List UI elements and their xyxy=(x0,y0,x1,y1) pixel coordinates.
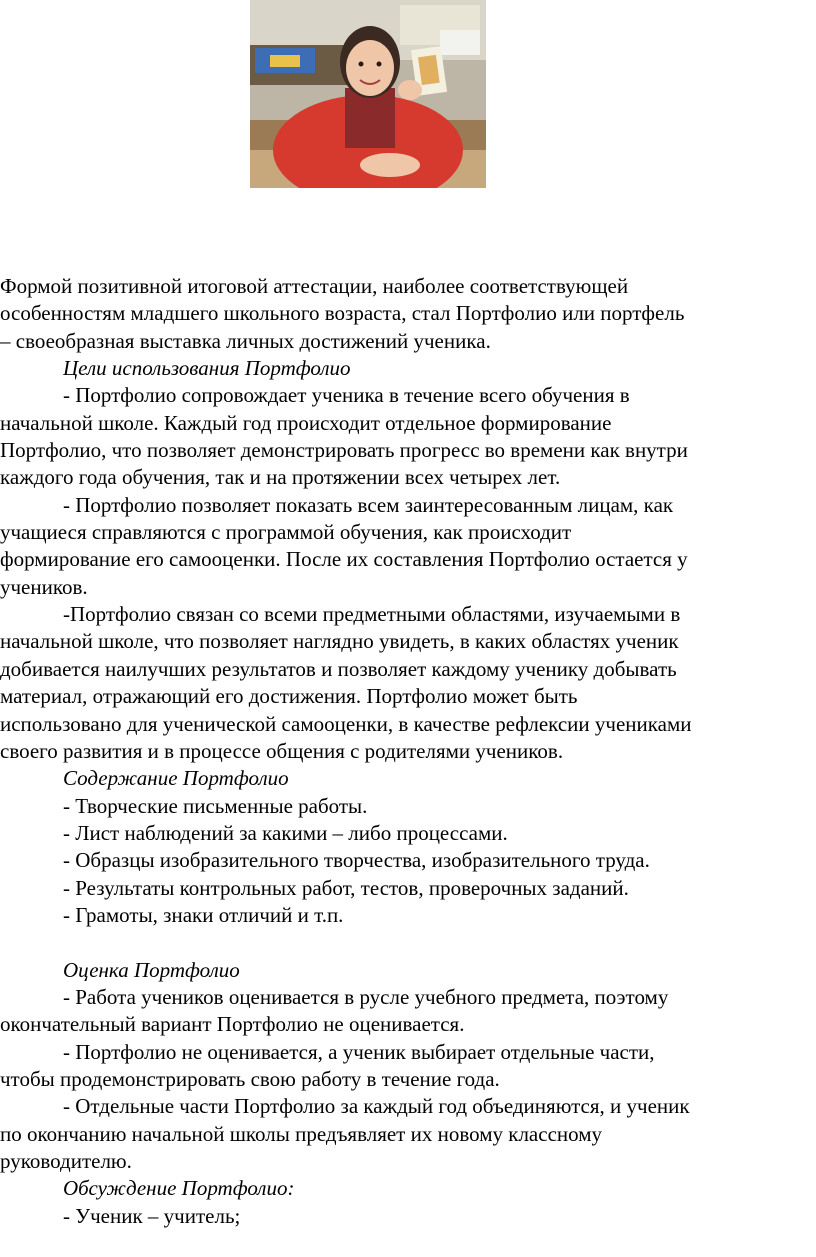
goals-paragraph-line: материал, отражающий его достижения. Портфолио может быть xyxy=(0,684,578,709)
evaluation-paragraph-line: руководителю. xyxy=(0,1149,132,1173)
goals-paragraph-line: учащиеся справляются с программой обучения, как происходит xyxy=(0,520,572,545)
goals-paragraph-line: учеников. xyxy=(0,574,88,599)
evaluation-paragraph-line: - Портфолио не оценивается, а ученик выбирает отдельные части, xyxy=(63,1039,655,1064)
goals-paragraph-line: Портфолио, что позволяет демонстрировать прогресс во времени как внутри xyxy=(0,438,688,463)
goals-paragraph-line: начальной школе. Каждый год происходит отдельное формирование xyxy=(0,410,612,435)
student-holding-portfolio-photo xyxy=(250,0,486,188)
goals-paragraph-line: использовано для ученической самооценки, в качестве рефлексии учениками xyxy=(0,711,692,736)
discussion-list-item: - Ученик – учитель; xyxy=(63,1203,241,1228)
evaluation-paragraph-line: - Отдельные части Портфолио за каждый год объединяются, и ученик xyxy=(63,1094,690,1119)
goals-paragraph-line: формирование его самооценки. После их составления Портфолио остается у xyxy=(0,547,688,572)
evaluation-paragraph-line: - Работа учеников оценивается в русле учебного предмета, поэтому xyxy=(63,984,669,1009)
goals-paragraph-line: своего развития и в процессе общения с родителями учеников. xyxy=(0,738,564,763)
blank-line xyxy=(0,929,816,956)
content-list-item: - Образцы изобразительного творчества, изобразительного труда. xyxy=(63,848,650,873)
evaluation-heading: Оценка Портфолио xyxy=(63,957,240,982)
student-photo xyxy=(250,0,486,188)
goals-paragraph-line: -Портфолио связан со всеми предметными областями, изучаемыми в xyxy=(63,602,681,627)
intro-line: – своеобразная выставка личных достижений ученика. xyxy=(0,328,491,353)
content-list-item: - Лист наблюдений за какими – либо процессами. xyxy=(63,820,508,845)
evaluation-paragraph-line: окончательный вариант Портфолио не оценивается. xyxy=(0,1012,465,1037)
content-list-item: - Результаты контрольных работ, тестов, проверочных заданий. xyxy=(63,875,629,900)
goals-paragraph-line: - Портфолио позволяет показать всем заинтересованным лицам, как xyxy=(63,492,674,517)
goals-paragraph-line: начальной школе, что позволяет наглядно увидеть, в каких областях ученик xyxy=(0,629,679,654)
goals-paragraph-line: добивается наилучших результатов и позволяет каждому ученику добывать xyxy=(0,656,677,681)
evaluation-paragraph-line: по окончанию начальной школы предъявляет их новому классному xyxy=(0,1121,603,1146)
discussion-heading: Обсуждение Портфолио: xyxy=(63,1176,295,1201)
goals-paragraph-line: - Портфолио сопровождает ученика в течение всего обучения в xyxy=(63,383,630,408)
goals-paragraph-line: каждого года обучения, так и на протяжении всех четырех лет. xyxy=(0,465,561,490)
content-list-item: - Творческие письменные работы. xyxy=(63,793,368,818)
goals-heading: Цели использования Портфолио xyxy=(63,356,351,381)
intro-line: особенностям младшего школьного возраста, стал Портфолио или портфель xyxy=(0,301,685,326)
intro-line: Формой позитивной итоговой аттестации, наиболее соответствующей xyxy=(0,274,629,298)
document-body xyxy=(0,273,816,1230)
content-list-item: - Грамоты, знаки отличий и т.п. xyxy=(63,902,344,927)
evaluation-paragraph-line: чтобы продемонстрировать свою работу в течение года. xyxy=(0,1066,500,1091)
content-heading: Содержание Портфолио xyxy=(63,766,289,791)
